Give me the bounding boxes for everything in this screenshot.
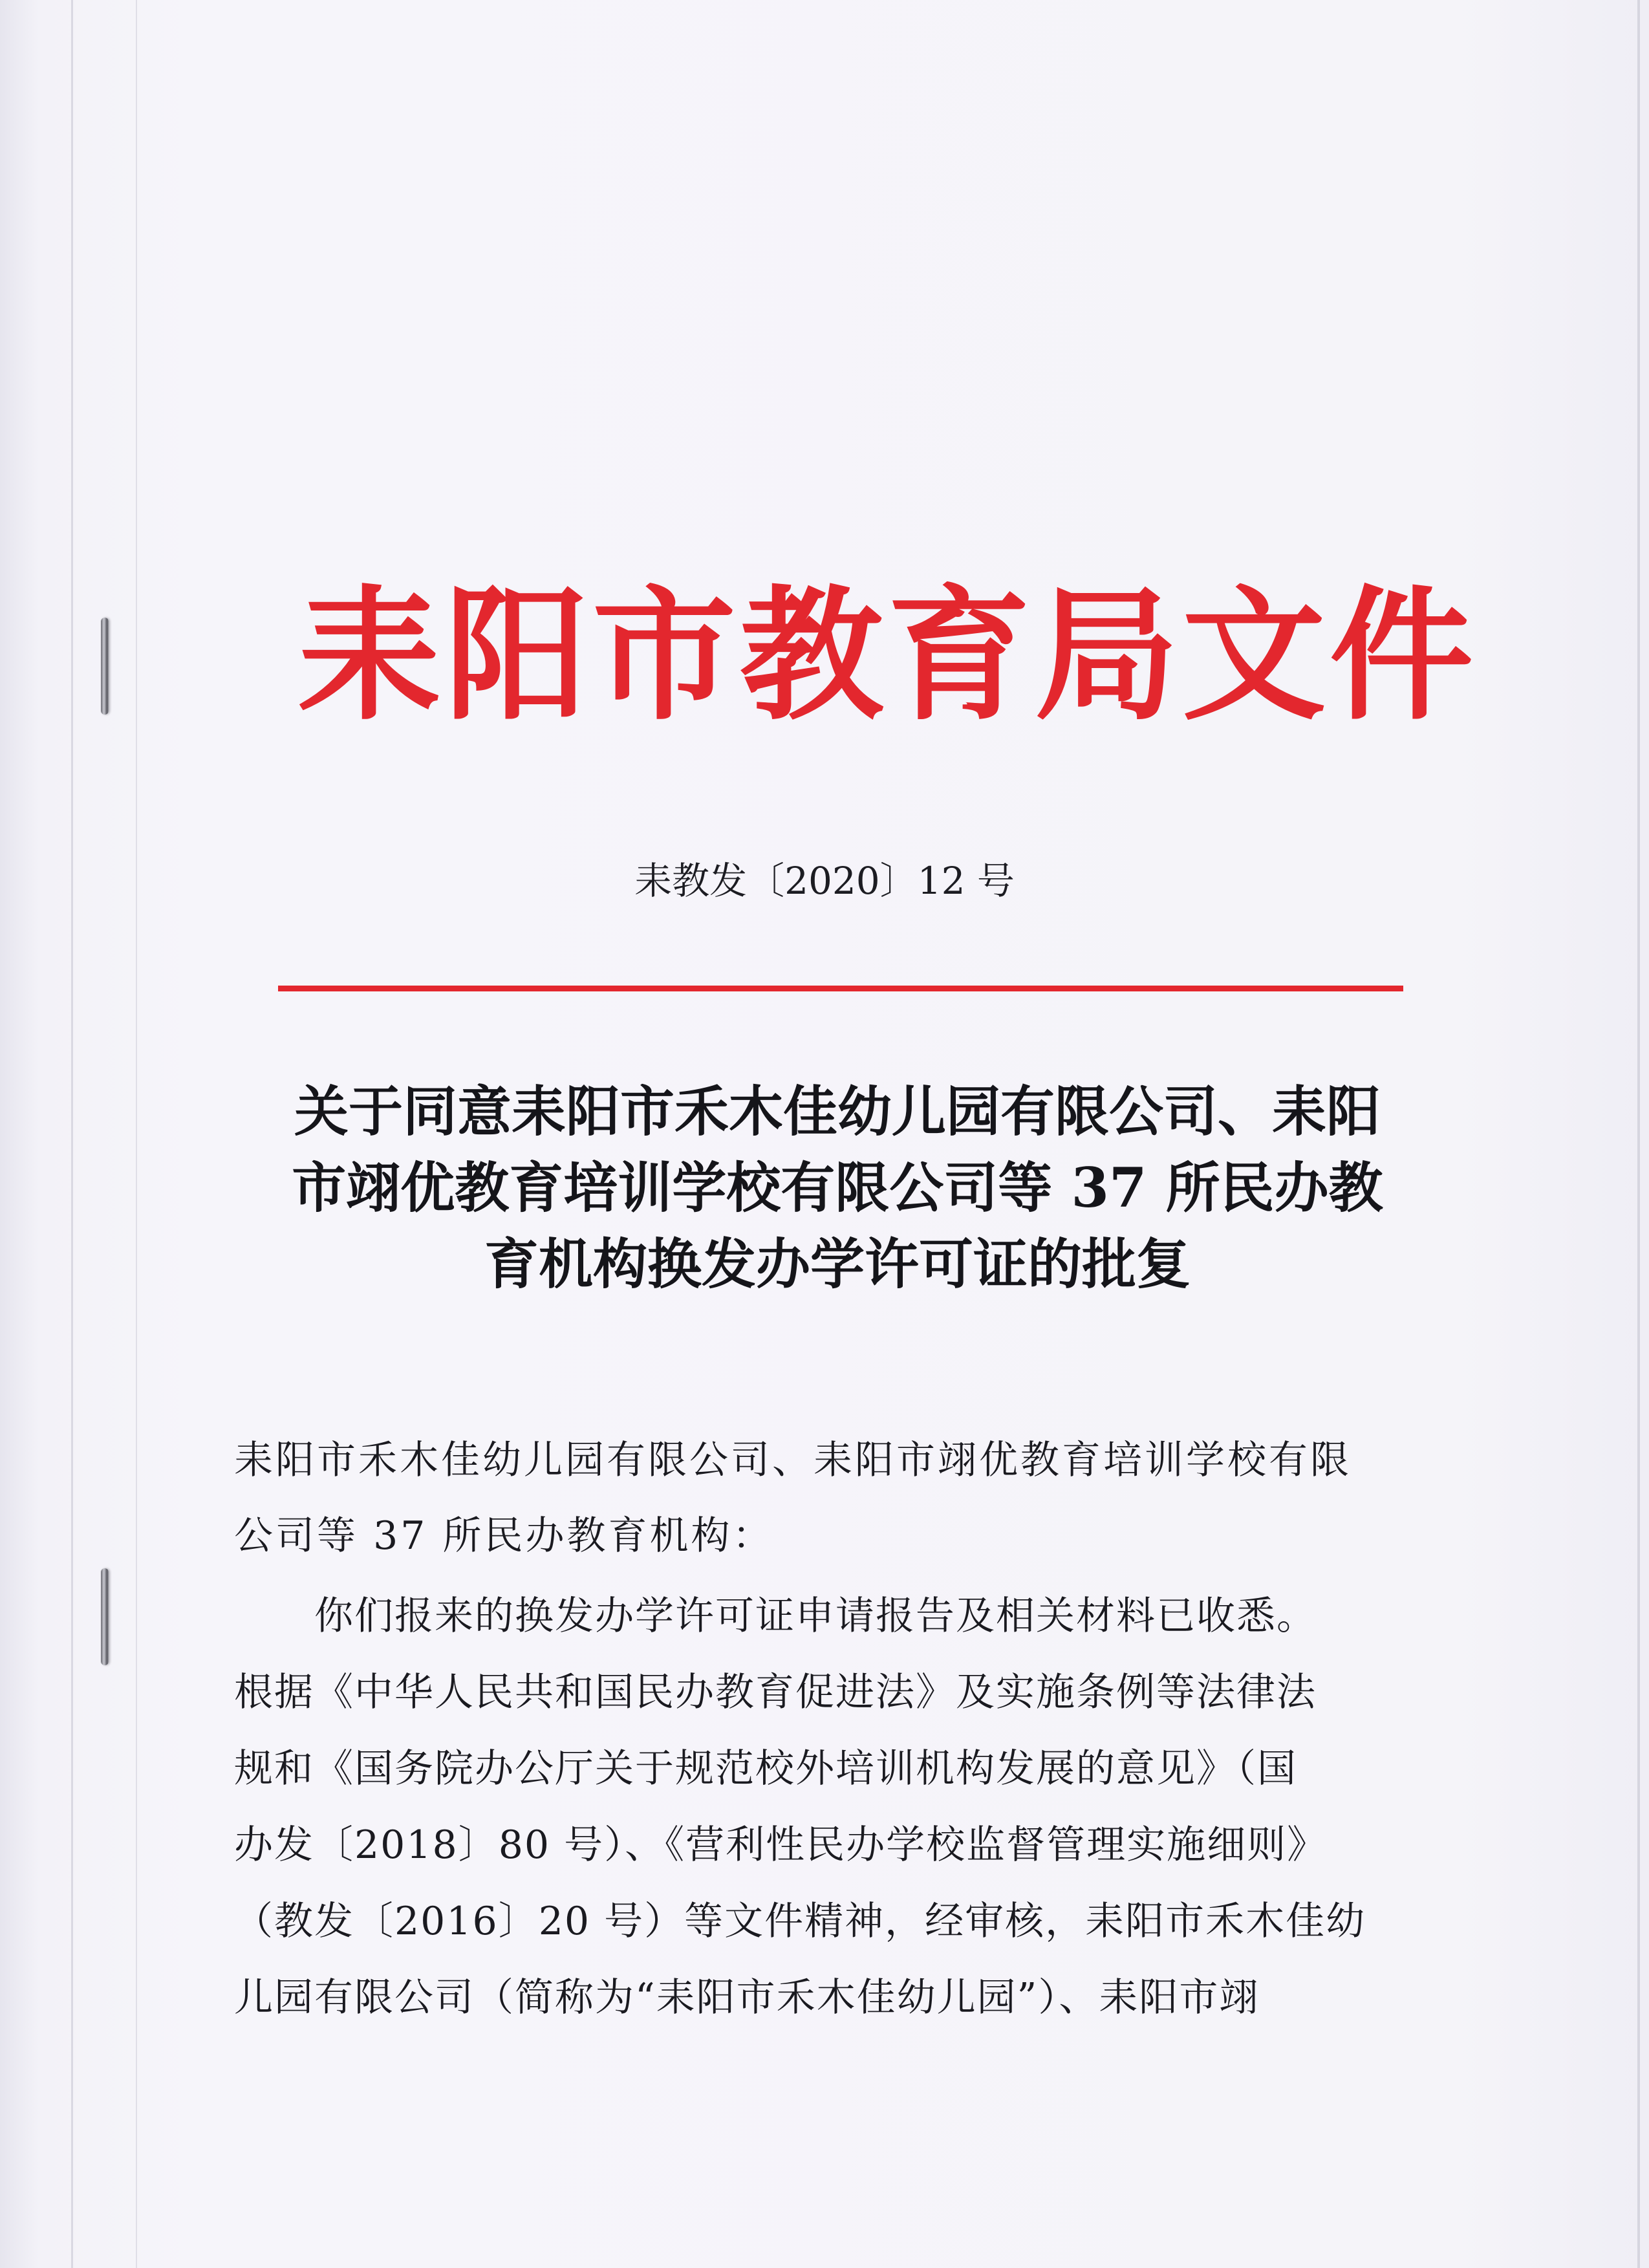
page-edge-shadow xyxy=(136,0,137,2268)
document-header-title: 耒阳市教育局文件 xyxy=(297,573,1477,740)
body-line: 根据《中华人民共和国民办教育促进法》及实施条例等法律法 xyxy=(234,1670,1317,1715)
subject-line: 市翊优教育培训学校有限公司等 37 所民办教 xyxy=(292,1156,1383,1220)
addressee xyxy=(234,1423,1417,1574)
body-line: 儿园有限公司（简称为“耒阳市禾木佳幼儿园”）、耒阳市翊 xyxy=(234,1975,1260,2020)
staple-icon xyxy=(101,1568,109,1665)
addressee-line: 耒阳市禾木佳幼儿园有限公司、耒阳市翊优教育培训学校有限 xyxy=(234,1438,1352,1483)
body-line: （教发〔2016〕20 号）等文件精神，经审核，耒阳市禾木佳幼 xyxy=(234,1899,1366,1944)
body-paragraph xyxy=(234,1578,1417,2036)
addressee-line: 公司等 37 所民办教育机构： xyxy=(234,1513,774,1559)
body-line: 你们报来的换发办学许可证申请报告及相关材料已收悉。 xyxy=(314,1593,1317,1639)
document-number: 耒教发〔2020〕12 号 xyxy=(634,859,1015,903)
body-line: 办发〔2018〕80 号）、《营利性民办学校监督管理实施细则》 xyxy=(234,1822,1328,1868)
subject-line: 关于同意耒阳市禾木佳幼儿园有限公司、耒阳 xyxy=(294,1079,1381,1143)
body-line: 规和《国务院办公厅关于规范校外培训机构发展的意见》（国 xyxy=(234,1746,1297,1791)
staple-icon xyxy=(101,618,109,715)
red-divider-line xyxy=(278,986,1403,991)
subject-line: 育机构换发办学许可证的批复 xyxy=(484,1232,1191,1296)
page-edge-shadow xyxy=(1637,0,1640,2268)
page-edge-shadow xyxy=(71,0,73,2268)
document-subject xyxy=(233,1074,1442,1302)
